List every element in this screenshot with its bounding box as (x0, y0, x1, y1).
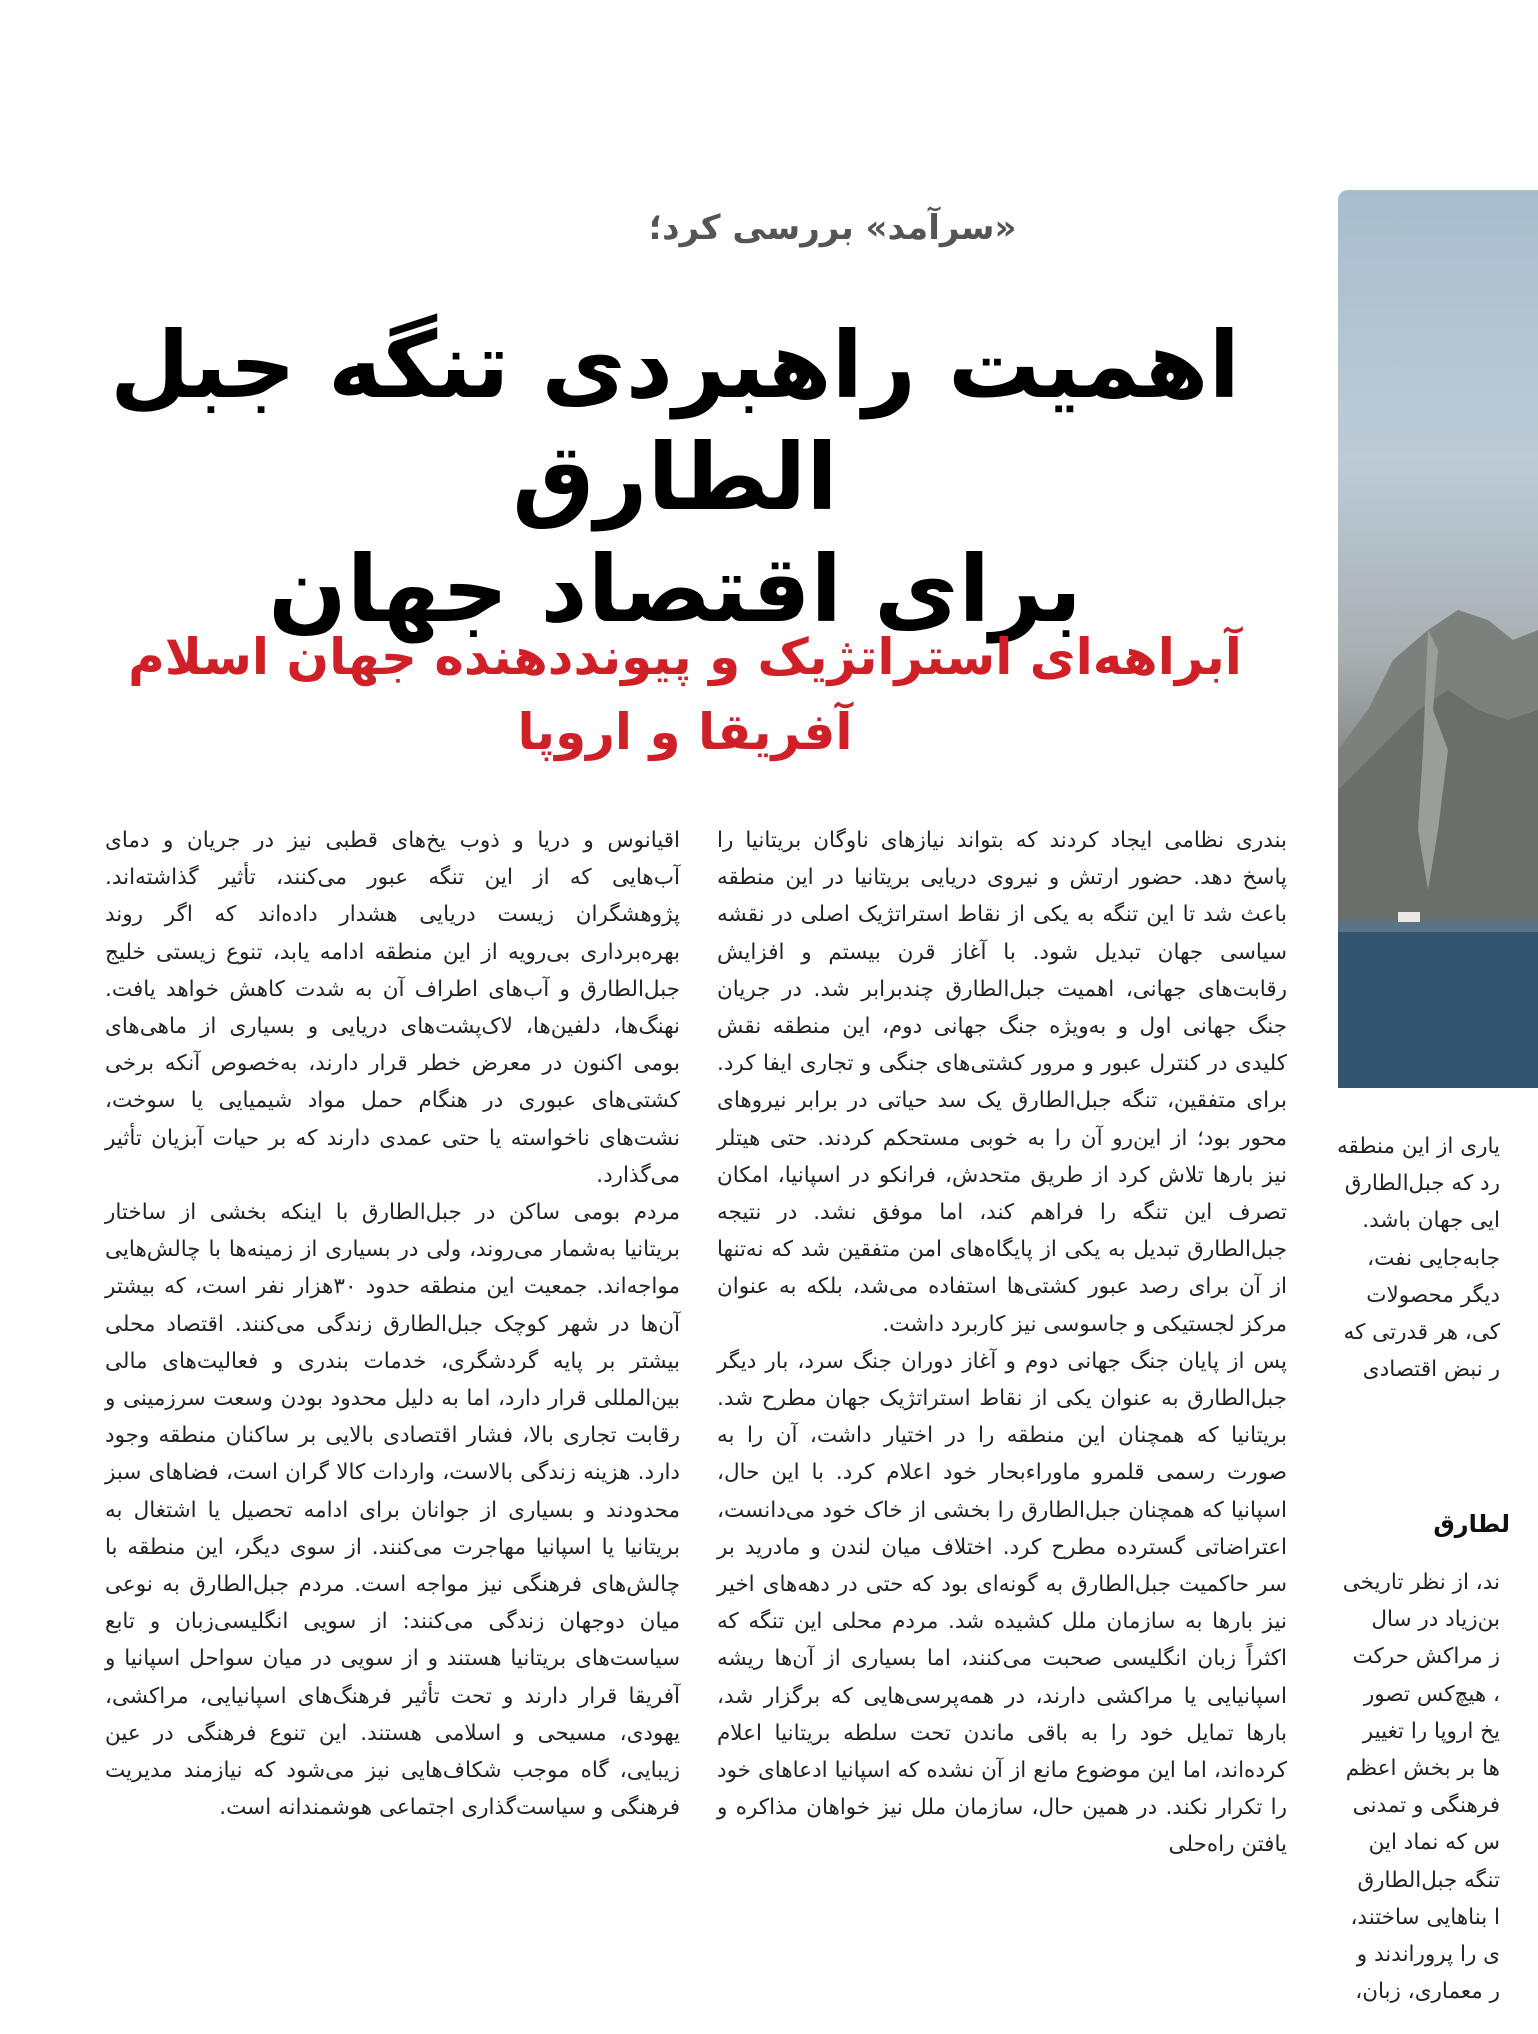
edge-line: ند، از نظر تاریخی (1342, 1570, 1500, 1595)
sea-horizon (1338, 920, 1538, 932)
cut-off-column (1330, 1128, 1510, 2034)
subhead-line-2: آفریقا و اروپا (517, 703, 853, 761)
edge-line: جابه‌جایی نفت، (1367, 1245, 1500, 1271)
body-paragraph: اقیانوس و دریا و ذوب یخ‌های قطبی نیز در جریان و دمای آب‌هایی که از این تنگه عبور می‌کنند، تأثیر گذاشته‌اند. پژوهشگران زیست دریایی هشدار داده‌اند که اگر روند بهره‌برداری بی‌رویه از این منطقه ادامه یابد، تنوع زیستی خلیج جبل‌الطارق و آب‌های اطراف آن به شدت کاهش خواهد یافت. نهنگ‌ها، دلفین‌ها، لاک‌پشت‌های دریایی و بسیاری از ماهی‌های بومی اکنون در معرض خطر قرار دارند، به‌خصوص آنکه برخی کشتی‌های عبوری در هنگام حمل مواد شیمیایی یا سوخت، نشت‌های ناخواسته یا حتی عمدی دارند که بر حیات آبزیان تأثیر می‌گذارد. (105, 828, 680, 1188)
headline (60, 310, 1290, 647)
headline-line-2: برای اقتصاد جهان (268, 536, 1082, 644)
subheadline (100, 620, 1270, 770)
edge-text-top (1337, 1128, 1500, 1388)
subhead-line-1: آبراهه‌ای استراتژیک و پیونددهنده جهان اسلام (128, 628, 1242, 686)
edge-line: ها بر بخش اعظم (1345, 1756, 1500, 1782)
edge-line: ، هیچ‌کس تصور (1363, 1681, 1500, 1707)
edge-text-bottom (1343, 1564, 1500, 2010)
edge-line: دیگر محصولات (1366, 1282, 1500, 1308)
edge-line: ی را پروراندند و (1356, 1942, 1500, 1968)
body-column-left (105, 822, 680, 2034)
edge-line: تنگه جبل‌الطارق (1357, 1867, 1500, 1893)
edge-line: یاری از این منطقه (1337, 1134, 1500, 1159)
kicker: «سرآمد» بررسی کرد؛ (648, 208, 1017, 248)
sea-area (1338, 920, 1538, 1088)
body-paragraph: پس از پایان جنگ جهانی دوم و آغاز دوران جنگ سرد، بار دیگر جبل‌الطارق به عنوان یکی از نقاط استراتژیک جهان مطرح شد. بریتانیا که همچنان این منطقه را در اختیار داشت، آن را به صورت رسمی قلمرو ماوراءبحار خود اعلام کرد. با این حال، اسپانیا که همچنان جبل‌الطارق را بخشی از خاک خود می‌دانست، اعتراضاتی گسترده مطرح کرد. اختلاف میان لندن و مادرید بر سر حاکمیت جبل‌الطارق به گونه‌ای بود که حتی در دهه‌های اخیر نیز بارها به سازمان ملل کشیده شد. مردم محلی این تنگه که اکثراً زبان انگلیسی صحبت می‌کنند، اما بسیاری از آن‌ها ریشه اسپانیایی یا مراکشی دارند، در همه‌پرسی‌هایی که برگزار شد، بارها تمایل خود را به باقی ماندن تحت سلطه بریتانیا اعلام کرده‌اند، اما این موضوع مانع از آن نشده که اسپانیا ادعاهای خود را تکرار نکند. در همین حال، سازمان ملل نیز خواهان مذاکره و یافتن راه‌حلی (717, 1348, 1287, 1858)
edge-line: فرهنگی و تمدنی (1352, 1793, 1500, 1819)
edge-line: ز مراکش حرکت (1352, 1644, 1500, 1670)
edge-line: رد که جبل‌الطارق (1344, 1171, 1500, 1197)
body-column-right (717, 822, 1287, 2034)
edge-line: کی، هر قدرتی که (1343, 1320, 1500, 1346)
headline-line-1: اهمیت راهبردی تنگه جبل الطارق (109, 312, 1240, 532)
body-paragraph: مردم بومی ساکن در جبل‌الطارق با اینکه بخشی از ساختار بریتانیا به‌شمار می‌روند، ولی در بسیاری از زمینه‌ها با چالش‌هایی مواجه‌اند. جمعیت این منطقه حدود ۳۰هزار نفر است، که بیشتر آن‌ها در شهر کوچک جبل‌الطارق زندگی می‌کنند. اقتصاد محلی بیشتر بر پایه گردشگری، خدمات بندری و فعالیت‌های مالی بین‌المللی قرار دارد، اما به دلیل محدود بودن وسعت سرزمینی و رقابت تجاری بالا، فشار اقتصادی بالایی بر ساکنان منطقه وجود دارد. هزینه زندگی بالاست، واردات کالا گران است، فضاهای سبز محدودند و بسیاری از جوانان برای ادامه تحصیل یا اشتغال به بریتانیا یا اسپانیا مهاجرت می‌کنند. از سوی دیگر، این منطقه با چالش‌های فرهنگی نیز مواجه است. مردم جبل‌الطارق به نوعی میان دوجهان زندگی می‌کنند: از سویی انگلیسی‌زبان و تابع سیاست‌های بریتانیا هستند و از سویی در میان سواحل اسپانیا و آفریقا قرار دارند و تحت تأثیر فرهنگ‌های اسپانیایی، مراکشی، یهودی، مسیحی و اسلامی هستند. این تنوع فرهنگی در عین زیبایی، گاه موجب شکاف‌هایی نیز می‌شود که نیازمند مدیریت فرهنگی و سیاست‌گذاری اجتماعی هوشمندانه است. (105, 1200, 680, 1821)
edge-line: س که نماد این (1368, 1830, 1500, 1856)
edge-line: ا بناهایی ساختند، (1350, 1904, 1500, 1930)
edge-line: ر معماری، زبان، (1355, 1979, 1500, 2005)
edge-line: ر نبض اقتصادی (1362, 1357, 1500, 1383)
edge-line: یخ اروپا را تغییر (1362, 1718, 1500, 1744)
section-heading: لطارق (1433, 1510, 1510, 1538)
edge-line: بن‌زیاد در سال (1371, 1607, 1500, 1633)
gibraltar-rock-photo (1338, 190, 1538, 1088)
edge-line: ایی جهان باشد. (1362, 1208, 1500, 1234)
building-shape (1398, 912, 1420, 922)
body-paragraph: بندری نظامی ایجاد کردند که بتواند نیازهای ناوگان بریتانیا را پاسخ دهد. حضور ارتش و نیروی دریایی بریتانیا در این منطقه باعث شد تا این تنگه به یکی از نقاط استراتژیک اصلی در نقشه سیاسی جهان تبدیل شود. با آغاز قرن بیستم و افزایش رقابت‌های جهانی، اهمیت جبل‌الطارق چندبرابر شد. در جریان جنگ جهانی اول و به‌ویژه جنگ جهانی دوم، این منطقه نقش کلیدی در کنترل عبور و مرور کشتی‌های جنگی و تجاری ایفا کرد. برای متفقین، تنگه جبل‌الطارق یک سد حیاتی در برابر نیروهای محور بود؛ از این‌رو آن را به خوبی مستحکم کردند. حتی هیتلر نیز بارها تلاش کرد از طریق متحدش، فرانکو در اسپانیا، امکان تصرف این تنگه را فراهم کند، اما موفق نشد. در نتیجه جبل‌الطارق تبدیل به یکی از پایگاه‌های امن متفقین شد که نه‌تنها از آن برای رصد عبور کشتی‌ها استفاده می‌شد، بلکه به عنوان مرکز لجستیکی و جاسوسی نیز کاربرد داشت. (717, 828, 1287, 1337)
rock-illustration (1338, 190, 1538, 1088)
